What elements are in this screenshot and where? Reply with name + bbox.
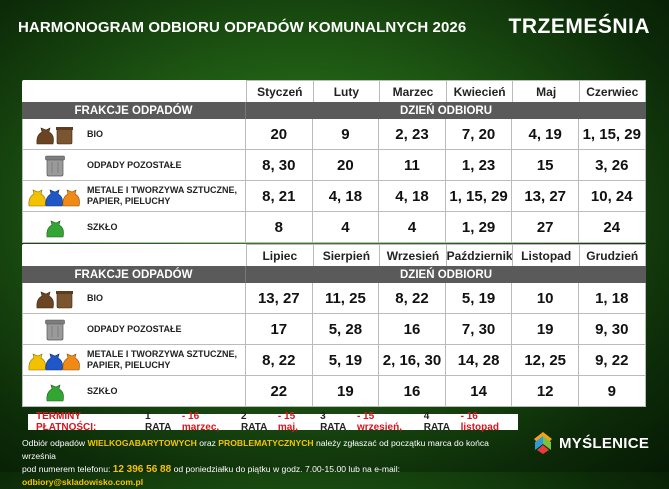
bio-bags-icon bbox=[23, 283, 87, 314]
table-row bbox=[22, 314, 646, 345]
waste-type-bio: BIO bbox=[22, 119, 246, 149]
town-name: TRZEMEŚNIA bbox=[508, 15, 650, 38]
pickup-date: 13, 27 bbox=[246, 283, 313, 313]
pickup-date: 16 bbox=[379, 314, 446, 344]
table-row bbox=[22, 376, 646, 407]
pickup-date: 14, 28 bbox=[446, 345, 513, 375]
grey-bin-icon bbox=[23, 314, 87, 345]
grey-bin-icon bbox=[23, 150, 87, 181]
pickup-date: 17 bbox=[246, 314, 313, 344]
pickup-date: 5, 19 bbox=[446, 283, 513, 313]
pickup-date: 12, 25 bbox=[512, 345, 579, 375]
schedule-table-h1 bbox=[22, 80, 646, 243]
month-header: Styczeń bbox=[246, 80, 313, 102]
waste-type-recycling: METALE I TWORZYWA SZTUCZNE, PAPIER, PIELUCHY bbox=[22, 181, 246, 211]
header bbox=[18, 12, 650, 42]
category-header-row bbox=[22, 266, 646, 283]
green-bag-icon bbox=[23, 376, 87, 407]
pickup-date: 5, 28 bbox=[313, 314, 380, 344]
pickup-date: 14 bbox=[446, 376, 513, 406]
pickup-date: 13, 27 bbox=[512, 181, 579, 211]
month-header: Luty bbox=[313, 80, 380, 102]
pickup-date: 1, 15, 29 bbox=[579, 119, 646, 149]
footer-info: Odbiór odpadów WIELKOGABARYTOWYCH oraz PROBLEMATYCZNYCH należy zgłaszać od początku marca do końca września pod numerem telefonu: 12 396 56 88 od poniedziałku do piątku w godz. 7.00-15.00 lub na e-mail: odbiory@skladowisko.com.pl bbox=[22, 438, 489, 487]
pickup-date: 3, 26 bbox=[579, 150, 646, 180]
pickup-date: 7, 30 bbox=[446, 314, 513, 344]
pickup-date: 9 bbox=[579, 376, 646, 406]
pickup-date: 9, 30 bbox=[579, 314, 646, 344]
pickup-date: 20 bbox=[313, 150, 380, 180]
pickup-date: 8, 22 bbox=[246, 345, 313, 375]
table-row bbox=[22, 283, 646, 314]
pickup-date: 10 bbox=[512, 283, 579, 313]
fractions-label: FRAKCJE ODPADÓW bbox=[22, 102, 246, 119]
yellow-blue-orange-bags-icon bbox=[23, 181, 87, 212]
pickup-date: 4 bbox=[379, 212, 446, 242]
pickup-date: 8, 30 bbox=[246, 150, 313, 180]
pickup-date: 11, 25 bbox=[313, 283, 380, 313]
waste-type-mixed: ODPADY POZOSTAŁE bbox=[22, 150, 246, 180]
pickup-date: 1, 29 bbox=[446, 212, 513, 242]
pickup-date: 7, 20 bbox=[446, 119, 513, 149]
table-row bbox=[22, 212, 646, 243]
pickup-date: 19 bbox=[512, 314, 579, 344]
pickup-date: 24 bbox=[579, 212, 646, 242]
waste-type-glass: SZKŁO bbox=[22, 212, 246, 242]
email-address: odbiory@skladowisko.com.pl bbox=[22, 477, 144, 487]
month-header: Listopad bbox=[512, 244, 579, 266]
pickup-day-label: DZIEŃ ODBIORU bbox=[400, 268, 492, 281]
pickup-date: 1, 23 bbox=[446, 150, 513, 180]
table-row bbox=[22, 181, 646, 212]
pickup-date: 20 bbox=[246, 119, 313, 149]
month-header: Grudzień bbox=[579, 244, 646, 266]
pickup-date: 11 bbox=[379, 150, 446, 180]
pickup-date: 2, 23 bbox=[379, 119, 446, 149]
fractions-label: FRAKCJE ODPADÓW bbox=[22, 266, 246, 283]
pickup-date: 2, 16, 30 bbox=[379, 345, 446, 375]
month-header-row bbox=[22, 80, 646, 102]
pickup-day-label: DZIEŃ ODBIORU bbox=[400, 104, 492, 117]
pickup-date: 4, 18 bbox=[313, 181, 380, 211]
month-header-row bbox=[22, 244, 646, 266]
month-header: Lipiec bbox=[246, 244, 313, 266]
pickup-date: 9, 22 bbox=[579, 345, 646, 375]
myslenice-logo: MYŚLENICE bbox=[532, 430, 652, 456]
yellow-blue-orange-bags-icon bbox=[23, 345, 87, 376]
waste-type-glass: SZKŁO bbox=[22, 376, 246, 406]
pickup-date: 15 bbox=[512, 150, 579, 180]
waste-type-recycling: METALE I TWORZYWA SZTUCZNE, PAPIER, PIELUCHY bbox=[22, 345, 246, 375]
pickup-date: 1, 15, 29 bbox=[446, 181, 513, 211]
month-header: Marzec bbox=[379, 80, 446, 102]
pickup-date: 8, 22 bbox=[379, 283, 446, 313]
myslenice-logo-icon bbox=[532, 431, 554, 455]
month-header: Czerwiec bbox=[579, 80, 646, 102]
pickup-date: 22 bbox=[246, 376, 313, 406]
pickup-date: 12 bbox=[512, 376, 579, 406]
bio-bags-icon bbox=[23, 119, 87, 150]
month-header: Kwiecień bbox=[446, 80, 513, 102]
payment-deadlines: TERMINY PŁATNOŚCI: 1 RATA - 16 marzec, 2 RATA - 15 maj, 3 RATA - 15 wrzesień, 4 RATA - 16 listopad bbox=[28, 414, 518, 430]
green-bag-icon bbox=[23, 212, 87, 243]
table-row bbox=[22, 150, 646, 181]
schedule-table-h2 bbox=[22, 244, 646, 407]
pickup-date: 8 bbox=[246, 212, 313, 242]
payment-label: TERMINY PŁATNOŚCI: bbox=[36, 411, 97, 433]
category-header-row bbox=[22, 102, 646, 119]
table-row bbox=[22, 345, 646, 376]
pickup-date: 4, 18 bbox=[379, 181, 446, 211]
waste-type-bio: BIO bbox=[22, 283, 246, 313]
month-header: Wrzesień bbox=[379, 244, 446, 266]
pickup-date: 4, 19 bbox=[512, 119, 579, 149]
schedule-title: HARMONOGRAM ODBIORU ODPADÓW KOMUNALNYCH 2026 bbox=[18, 18, 467, 36]
month-header: Maj bbox=[512, 80, 579, 102]
table-row bbox=[22, 119, 646, 150]
waste-type-mixed: ODPADY POZOSTAŁE bbox=[22, 314, 246, 344]
pickup-date: 9 bbox=[313, 119, 380, 149]
phone-number: 12 396 56 88 bbox=[112, 464, 172, 475]
pickup-date: 19 bbox=[313, 376, 380, 406]
pickup-date: 8, 21 bbox=[246, 181, 313, 211]
pickup-date: 5, 19 bbox=[313, 345, 380, 375]
pickup-date: 16 bbox=[379, 376, 446, 406]
pickup-date: 27 bbox=[512, 212, 579, 242]
month-header: Październik bbox=[446, 244, 513, 266]
pickup-date: 4 bbox=[313, 212, 380, 242]
pickup-date: 1, 18 bbox=[579, 283, 646, 313]
month-header: Sierpień bbox=[313, 244, 380, 266]
pickup-date: 10, 24 bbox=[579, 181, 646, 211]
